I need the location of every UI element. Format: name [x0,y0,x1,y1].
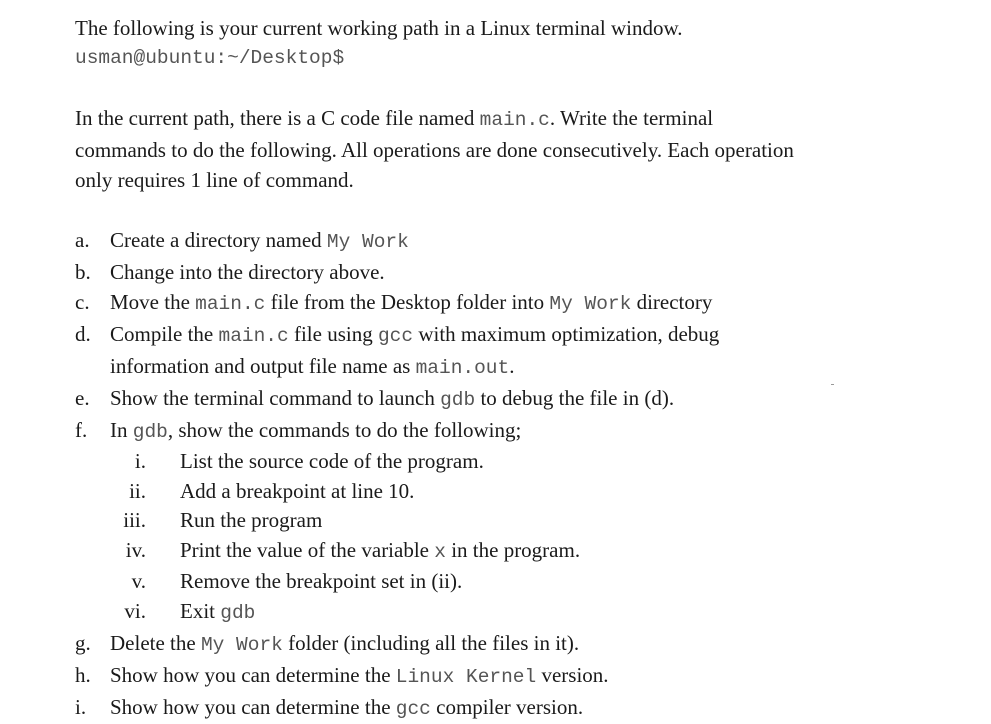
item-marker: i. [75,695,87,719]
item-text: file using [288,322,378,346]
item-marker: d. [75,322,91,346]
question-item-d [75,319,955,351]
item-text: folder (including all the files in it). [282,631,580,655]
sub-item-v [75,567,955,597]
document-page [75,13,955,724]
sub-item-text: Exit [180,598,221,623]
item-marker: b. [75,260,91,284]
code-text: main.c [195,293,266,315]
question-item-b [75,257,955,287]
question-item-d-continuation [75,351,955,383]
sub-item-text: Run the program [180,508,323,532]
code-text: gcc [377,325,414,347]
spacer [75,195,955,225]
item-marker: e. [75,386,90,410]
sub-item-text: Remove the breakpoint set in (ii). [180,569,463,593]
item-text: , show the commands to do the following; [167,418,522,442]
question-item-c [75,287,955,319]
item-marker: a. [75,228,90,252]
code-text: Linux Kernel [395,666,537,688]
item-text: Show how you can determine the [110,695,396,719]
item-text: Compile the [110,322,219,346]
item-marker: g. [75,631,91,655]
item-text: with maximum optimization, debug [413,322,720,346]
item-text: file from the Desktop folder into [265,290,550,314]
code-text: gdb [440,389,476,411]
paragraph-text: In the current path, there is a C code file named [75,106,480,130]
code-text: x [434,540,446,563]
question-item-f [75,415,955,447]
item-text: Move the [110,290,196,314]
sub-item-marker: i. [134,449,146,473]
question-item-i [75,692,955,724]
question-item-h [75,660,955,692]
item-text: directory [631,290,713,314]
sub-item-text: Print the value of the variable [180,537,435,562]
code-text: My Work [549,293,632,315]
paragraph-line-3: only requires 1 line of command. [75,168,354,192]
code-text: gdb [132,421,168,443]
sub-item-ii [75,477,955,507]
code-text: gdb [220,601,256,624]
code-text: My Work [200,634,283,656]
stray-dot-artifact [831,384,834,385]
sub-item-text: in the program. [445,537,581,562]
item-marker: c. [75,290,90,314]
item-text: information and output file name as [110,354,416,378]
sub-item-i [75,447,955,477]
sub-item-iii [75,506,955,536]
item-text: Show the terminal command to launch [110,386,441,410]
item-text: to debug the file in (d). [475,386,675,410]
item-marker: h. [75,663,91,687]
item-text: Show how you can determine the [110,663,396,687]
sub-item-marker: iii. [123,508,146,532]
code-text: My Work [326,231,409,253]
spacer [75,73,955,103]
sub-item-marker: vi. [124,598,146,623]
question-item-g [75,628,955,660]
item-text: Delete the [110,631,201,655]
item-marker: f. [75,418,88,442]
sub-item-marker: iv. [125,537,146,562]
code-text: gcc [395,698,431,720]
paragraph-text: . Write the terminal [549,106,714,130]
paragraph-line-2: commands to do the following. All operations are done consecutively. Each operation [75,138,794,162]
question-item-a [75,225,955,257]
intro-sentence: The following is your current working path in a Linux terminal window. [75,16,683,40]
item-text: Change into the directory above. [110,260,385,284]
item-text: . [509,354,515,378]
item-text: In [110,418,133,442]
item-text: compiler version. [430,695,584,719]
sub-item-text: List the source code of the program. [180,449,484,473]
code-text: main.c [218,325,289,347]
code-filename: main.c [479,109,550,131]
sub-item-marker: ii. [129,478,146,503]
question-item-e [75,383,955,415]
paragraph-line-1 [75,103,955,135]
terminal-prompt: usman@ubuntu:~/Desktop$ [75,47,345,69]
item-text: version. [536,663,609,687]
sub-item-vi [75,597,955,629]
code-text: main.out [415,357,510,379]
sub-item-text: Add a breakpoint at line 10. [180,478,415,503]
sub-item-iv [75,536,955,568]
sub-item-marker: v. [131,569,146,593]
item-text: Create a directory named [110,228,327,252]
